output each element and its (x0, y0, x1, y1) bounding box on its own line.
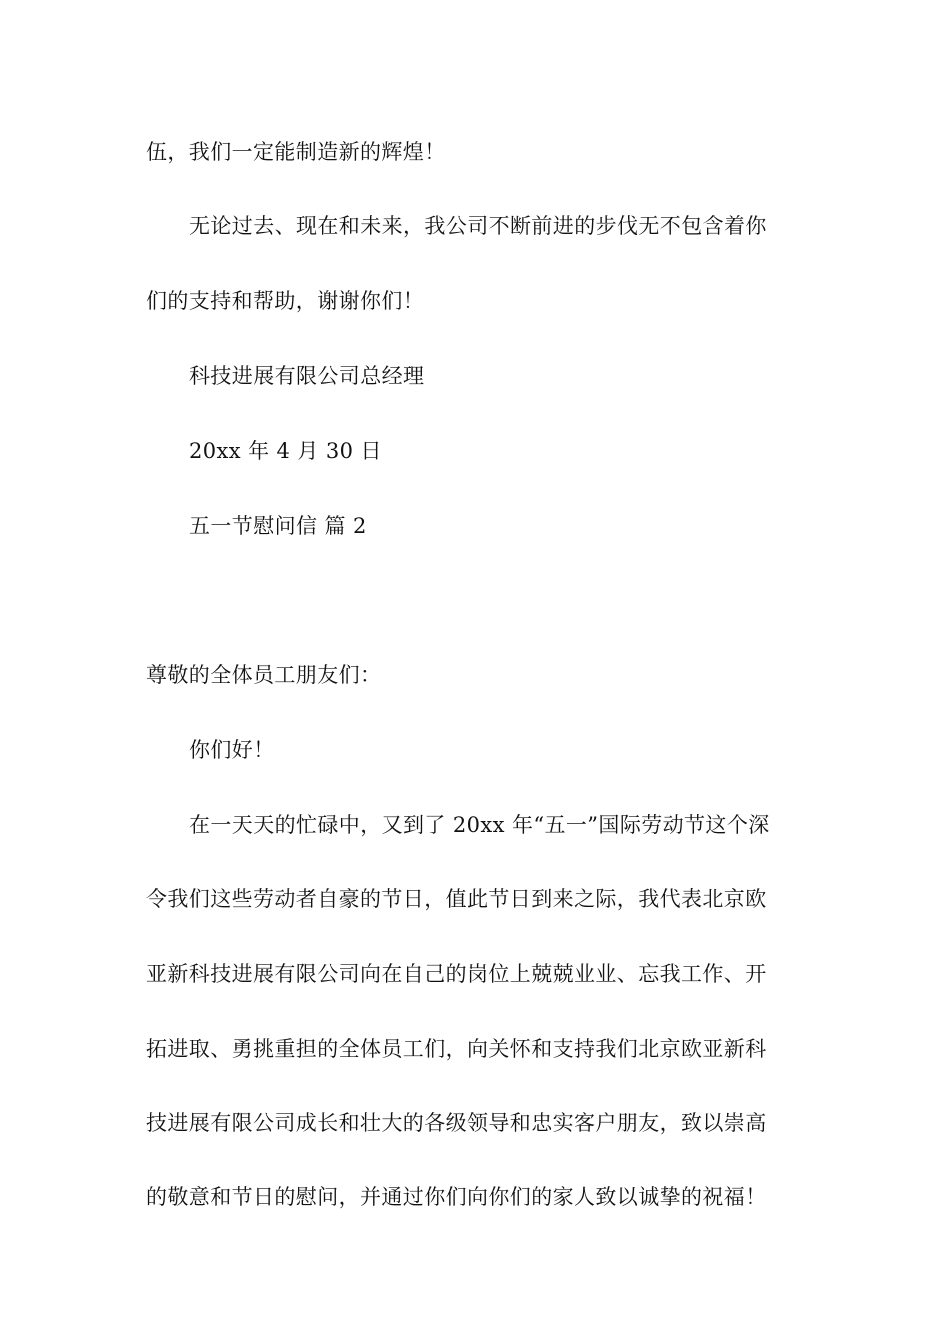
paragraph-line: 亚新科技进展有限公司向在自己的岗位上兢兢业业、忘我工作、开 (146, 962, 767, 986)
paragraph-line: 的敬意和节日的慰问，并通过你们向你们的家人致以诚挚的祝福！ (146, 1185, 767, 1209)
paragraph-line: 拓进取、勇挑重担的全体员工们，向关怀和支持我们北京欧亚新科 (146, 1037, 767, 1061)
signature-date: 20xx 年 4 月 30 日 (189, 439, 382, 463)
signature-company: 科技进展有限公司总经理 (189, 364, 425, 388)
greeting: 你们好！ (189, 738, 275, 762)
paragraph-line: 们的支持和帮助，谢谢你们！ (146, 289, 425, 313)
salutation: 尊敬的全体员工朋友们： (146, 663, 382, 687)
paragraph-line: 技进展有限公司成长和壮大的各级领导和忠实客户朋友，致以崇高 (146, 1111, 767, 1135)
section-title: 五一节慰问信 篇 2 (189, 514, 367, 538)
paragraph-line: 令我们这些劳动者自豪的节日，值此节日到来之际，我代表北京欧 (146, 887, 767, 911)
paragraph-line: 在一天天的忙碌中，又到了 20xx 年“五一”国际劳动节这个深 (189, 813, 770, 837)
paragraph-line: 伍，我们一定能制造新的辉煌！ (146, 140, 446, 164)
paragraph-line: 无论过去、现在和未来，我公司不断前进的步伐无不包含着你 (189, 214, 767, 238)
